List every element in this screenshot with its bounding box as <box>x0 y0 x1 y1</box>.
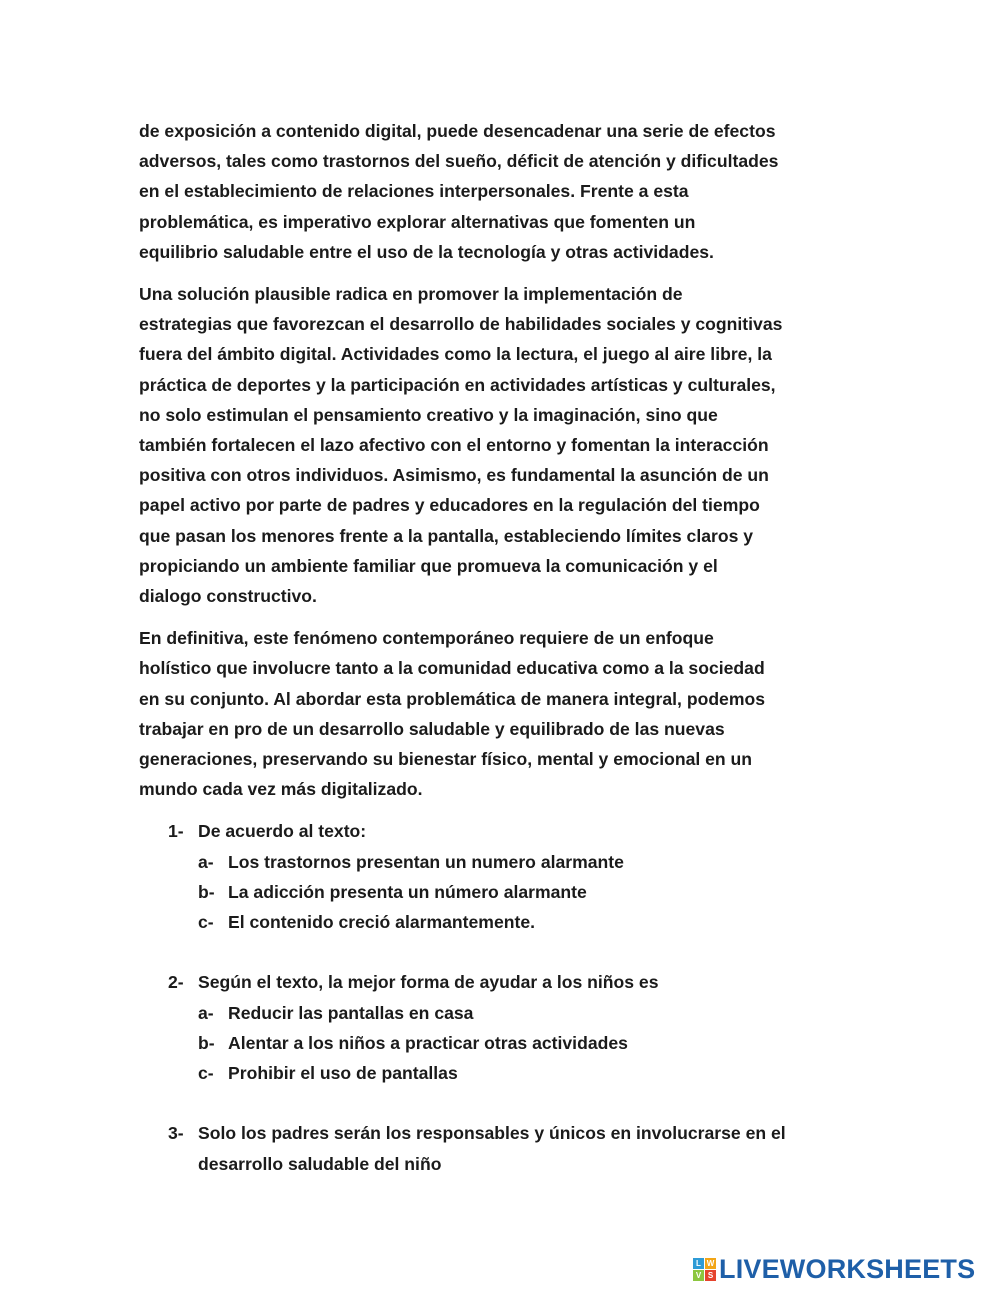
question-item <box>139 816 869 937</box>
paragraph-line: fuera del ámbito digital. Actividades como la lectura, el juego al aire libre, la <box>139 344 772 365</box>
option-letter: c- <box>198 912 214 933</box>
logo-mark-cell: L <box>693 1258 704 1269</box>
question-item <box>139 1118 869 1178</box>
paragraph-line: estrategias que favorezcan el desarrollo de habilidades sociales y cognitivas <box>139 314 783 335</box>
option-text: Reducir las pantallas en casa <box>228 1002 474 1023</box>
question-text: desarrollo saludable del niño <box>198 1153 442 1174</box>
paragraph-line: no solo estimulan el pensamiento creativo y la imaginación, sino que <box>139 404 718 425</box>
paragraph-line: en el establecimiento de relaciones interpersonales. Frente a esta <box>139 181 689 202</box>
paragraph-line: problemática, es imperativo explorar alternativas que fomenten un <box>139 211 696 232</box>
option-letter: a- <box>198 1002 214 1023</box>
option-text: Alentar a los niños a practicar otras actividades <box>228 1032 628 1053</box>
reading-text <box>139 116 869 804</box>
paragraph-line: de exposición a contenido digital, puede desencadenar una serie de efectos <box>139 121 776 141</box>
answer-option[interactable] <box>198 847 869 877</box>
paragraph <box>139 279 869 611</box>
question-item <box>139 967 869 1088</box>
option-text: Prohibir el uso de pantallas <box>228 1063 458 1084</box>
paragraph-line: positiva con otros individuos. Asimismo, es fundamental la asunción de un <box>139 465 769 486</box>
answer-option[interactable] <box>198 1028 869 1058</box>
question-text: Solo los padres serán los responsables y únicos en involucrarse en el <box>198 1123 786 1144</box>
paragraph-line: propiciando un ambiente familiar que promueva la comunicación y el <box>139 555 718 576</box>
liveworksheets-logo[interactable] <box>693 1255 975 1283</box>
paragraph-line: trabajar en pro de un desarrollo saludable y equilibrado de las nuevas <box>139 718 725 739</box>
paragraph <box>139 623 869 804</box>
logo-text: LIVEWORKSHEETS <box>719 1253 976 1284</box>
logo-mark-cell: V <box>693 1270 704 1281</box>
question-text: Según el texto, la mejor forma de ayudar a los niños es <box>198 972 659 993</box>
question-list <box>139 816 869 1178</box>
answer-option[interactable] <box>198 877 869 907</box>
paragraph-line: holístico que involucre tanto a la comunidad educativa como a la sociedad <box>139 658 765 679</box>
option-text: La adicción presenta un número alarmante <box>228 881 587 902</box>
paragraph-line: generaciones, preservando su bienestar físico, mental y emocional en un <box>139 749 753 770</box>
paragraph-line: también fortalecen el lazo afectivo con el entorno y fomentan la interacción <box>139 435 769 456</box>
logo-mark-cell: S <box>705 1270 716 1281</box>
answer-option[interactable] <box>198 1058 869 1088</box>
answer-option[interactable] <box>198 998 869 1028</box>
question-number: 2- <box>168 972 184 993</box>
paragraph-line: Una solución plausible radica en promover la implementación de <box>139 284 683 305</box>
paragraph-line: En definitiva, este fenómeno contemporáneo requiere de un enfoque <box>139 628 714 649</box>
option-text: El contenido creció alarmantemente. <box>228 912 536 933</box>
answer-option[interactable] <box>198 907 869 937</box>
option-letter: b- <box>198 1032 215 1053</box>
paragraph <box>139 116 869 267</box>
paragraph-line: en su conjunto. Al abordar esta problemática de manera integral, podemos <box>139 688 766 709</box>
question-text: De acuerdo al texto: <box>198 821 367 842</box>
logo-mark-icon <box>693 1258 716 1281</box>
logo-mark-cell: W <box>706 1258 715 1268</box>
option-letter: a- <box>198 851 214 872</box>
paragraph-line: que pasan los menores frente a la pantalla, estableciendo límites claros y <box>139 525 754 546</box>
paragraph-line: papel activo por parte de padres y educadores en la regulación del tiempo <box>139 495 760 516</box>
option-letter: c- <box>198 1063 214 1084</box>
question-number: 1- <box>168 821 184 842</box>
question-number: 3- <box>168 1123 184 1144</box>
paragraph-line: práctica de deportes y la participación en actividades artísticas y culturales, <box>139 374 776 395</box>
paragraph-line: adversos, tales como trastornos del sueño, déficit de atención y dificultades <box>139 151 779 172</box>
option-letter: b- <box>198 881 215 902</box>
option-text: Los trastornos presentan un numero alarmante <box>228 851 624 872</box>
document-page <box>139 116 869 1209</box>
paragraph-line: dialogo constructivo. <box>139 586 317 607</box>
paragraph-line: mundo cada vez más digitalizado. <box>139 779 423 800</box>
paragraph-line: equilibrio saludable entre el uso de la tecnología y otras actividades. <box>139 241 714 262</box>
